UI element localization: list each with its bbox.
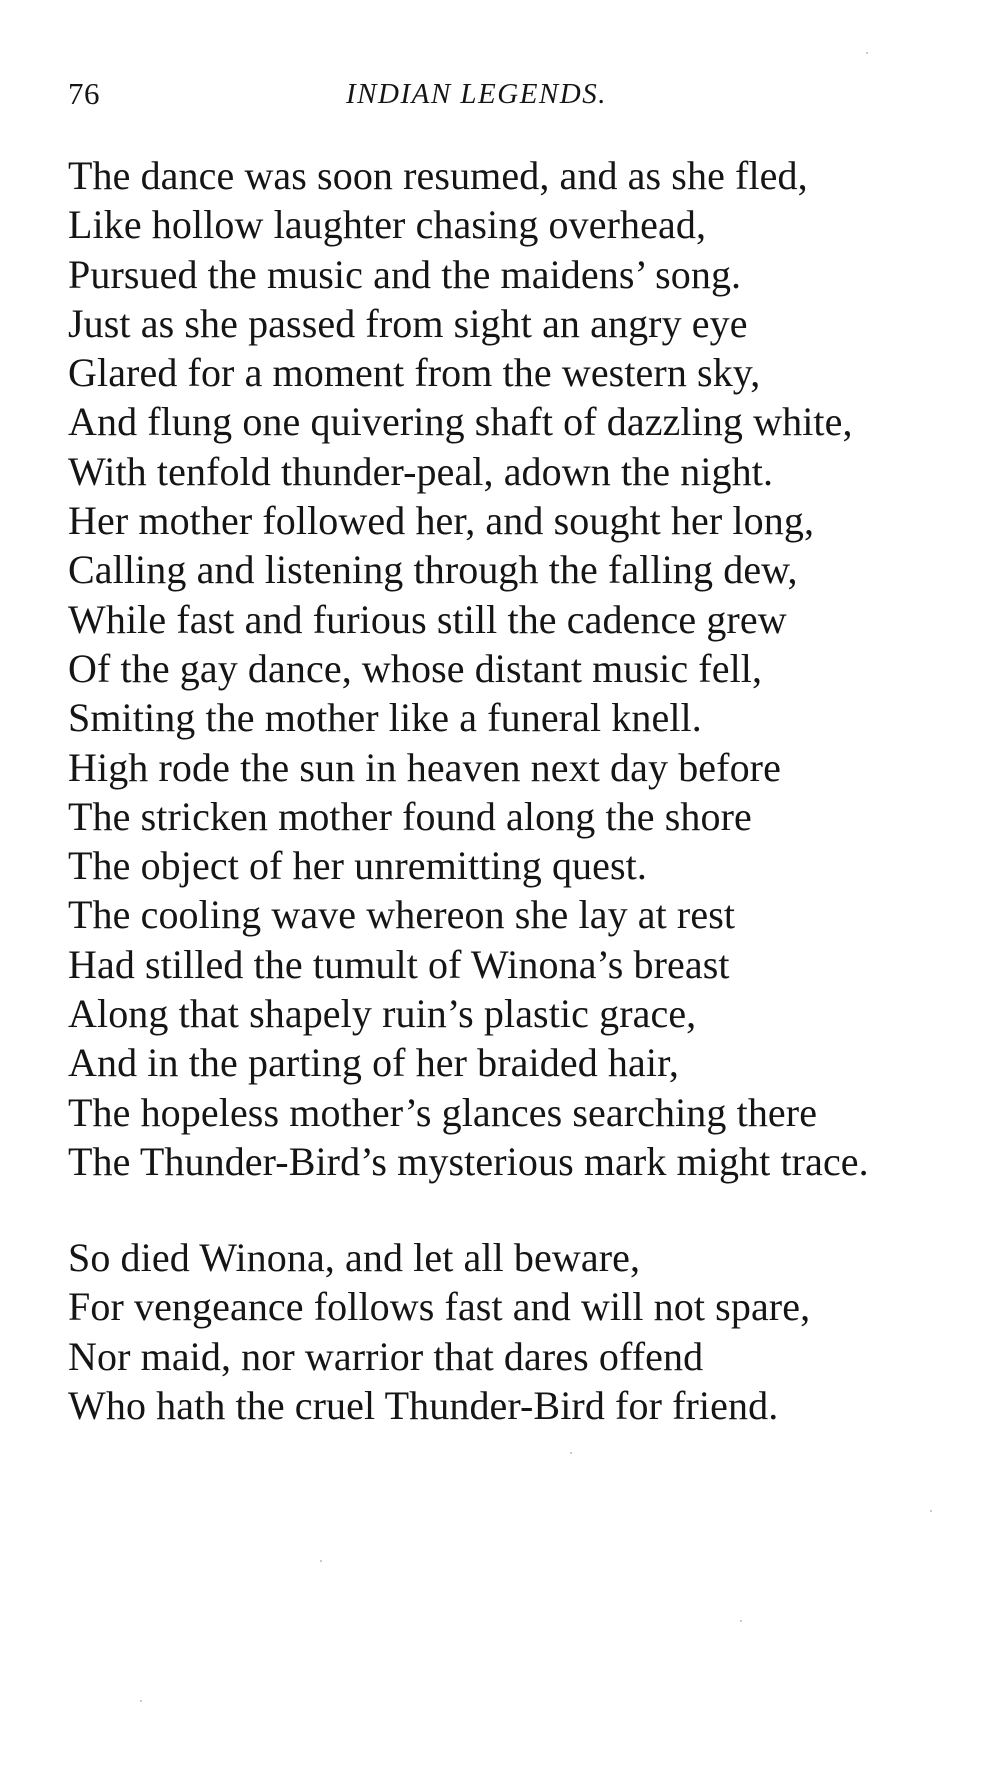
- poem-line: Just as she passed from sight an angry eye: [68, 300, 748, 346]
- poem-line: Of the gay dance, whose distant music fell,: [68, 645, 763, 691]
- poem-line: And flung one quivering shaft of dazzling white,: [68, 399, 853, 445]
- poem-line: Her mother followed her, and sought her long,: [68, 498, 815, 544]
- poem-line: The dance was soon resumed, and as she fled,: [68, 153, 808, 198]
- poem-line: Pursued the music and the maidens’ song.: [68, 251, 742, 297]
- running-title: INDIAN LEGENDS.: [346, 78, 607, 110]
- poem-line: Who hath the cruel Thunder-Bird for friend.: [68, 1382, 779, 1428]
- poem-line: High rode the sun in heaven next day before: [68, 744, 781, 790]
- running-head: [68, 70, 888, 118]
- poem-line: Nor maid, nor warrior that dares offend: [68, 1333, 704, 1379]
- poem-line: For vengeance follows fast and will not spare,: [68, 1284, 811, 1330]
- paper-speck: [140, 1700, 142, 1702]
- poem-line: Smiting the mother like a funeral knell.: [68, 695, 702, 741]
- paper-speck: [866, 52, 868, 54]
- page-number: 76: [68, 76, 100, 111]
- poem-line: The cooling wave whereon she lay at rest: [68, 892, 736, 938]
- poem-line: While fast and furious still the cadence grew: [68, 596, 787, 642]
- poem-line: The object of her unremitting quest.: [68, 843, 647, 889]
- poem-line: So died Winona, and let all beware,: [68, 1235, 641, 1280]
- poem-line: Along that shapely ruin’s plastic grace,: [68, 991, 697, 1037]
- paper-speck: [930, 1510, 932, 1512]
- paper-speck: [740, 1620, 742, 1622]
- poem-line: The hopeless mother’s glances searching there: [68, 1089, 818, 1135]
- poem-line: The stricken mother found along the shore: [68, 793, 752, 839]
- poem-line: The Thunder-Bird’s mysterious mark might trace.: [68, 1138, 869, 1184]
- poem-line: With tenfold thunder-peal, adown the night.: [68, 448, 774, 494]
- paper-speck: [570, 1452, 572, 1454]
- poem-stanza: [68, 1233, 968, 1430]
- poem-line: Like hollow laughter chasing overhead,: [68, 202, 707, 248]
- poem-line: Glared for a moment from the western sky,: [68, 350, 761, 396]
- paper-speck: [320, 1560, 322, 1562]
- poem-line: And in the parting of her braided hair,: [68, 1040, 679, 1086]
- poem-line: Calling and listening through the falling dew,: [68, 547, 798, 593]
- poem-stanza: [68, 151, 968, 1186]
- poem-line: Had stilled the tumult of Winona’s breast: [68, 941, 730, 987]
